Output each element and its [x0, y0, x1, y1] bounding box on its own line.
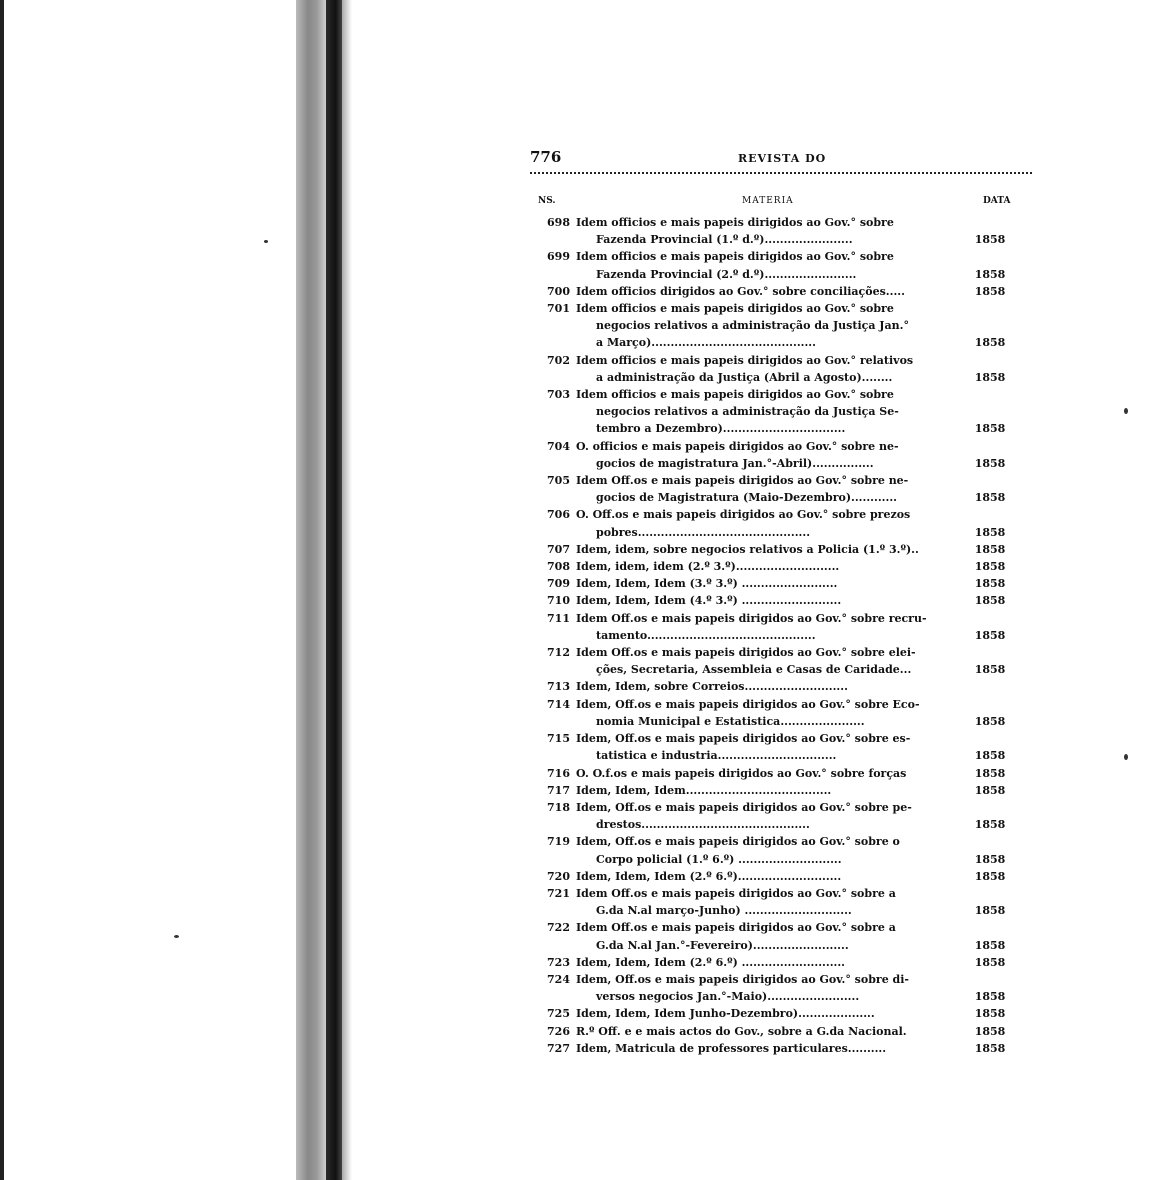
- scan-speck: [1124, 408, 1128, 414]
- table-row: [530, 592, 1035, 609]
- entry-date: 1858: [974, 336, 1006, 350]
- entry-line: Idem officios e mais papeis dirigidos ao Gov.° sobre: [576, 250, 894, 264]
- column-header-date: DATA: [983, 196, 1011, 206]
- entry-materia: [576, 644, 932, 678]
- entry-date: 1858: [974, 267, 1006, 281]
- entry-number: 720: [547, 869, 570, 883]
- entry-materia: [576, 386, 932, 438]
- table-row: [530, 541, 1035, 558]
- entry-number: 709: [547, 577, 570, 591]
- entry-materia: [576, 1040, 932, 1057]
- entry-line: versos negocios Jan.°-Maio)........................: [596, 990, 860, 1004]
- table-row: [530, 300, 1035, 352]
- entry-materia: [576, 868, 932, 885]
- entry-date: 1858: [974, 594, 1006, 608]
- table-row: [530, 1005, 1035, 1022]
- table-row: [530, 782, 1035, 799]
- entry-line: O. O.f.os e mais papeis dirigidos ao Gov.° sobre forças: [576, 766, 907, 780]
- entry-date: 1858: [974, 766, 1006, 780]
- entry-line: Idem, Off.os e mais papeis dirigidos ao Gov.° sobre di-: [576, 972, 909, 986]
- entry-date: 1858: [974, 422, 1006, 436]
- table-row: [530, 919, 1035, 953]
- entry-line: Idem, Idem, Idem......................................: [576, 783, 832, 797]
- entry-number: 715: [547, 732, 570, 746]
- entry-materia: [576, 782, 932, 799]
- entry-number: 714: [547, 697, 570, 711]
- entry-date: 1858: [974, 990, 1006, 1004]
- entry-materia: [576, 592, 932, 609]
- entry-line: O. Off.os e mais papeis dirigidos ao Gov.° sobre prezos: [576, 508, 911, 522]
- column-header-materia: MATERIA: [742, 196, 794, 206]
- entry-line: R.º Off. e e mais actos do Gov., sobre a G.da Nacional.: [576, 1024, 907, 1038]
- table-row: [530, 472, 1035, 506]
- entry-line: Fazenda Provincial (2.º d.º)........................: [596, 267, 857, 281]
- entry-date: 1858: [974, 560, 1006, 574]
- book-gutter-shadow: [296, 0, 326, 1180]
- gutter-fade: [342, 0, 352, 1180]
- entry-number: 705: [547, 474, 570, 488]
- entry-line: Idem, Idem, Idem (2.º 6.º)...........................: [576, 869, 842, 883]
- entry-date: 1858: [974, 370, 1006, 384]
- entry-materia: [576, 558, 932, 575]
- entry-materia: [576, 283, 932, 300]
- entry-line: Idem, idem, sobre negocios relativos a Policia (1.º 3.º)..: [576, 542, 919, 556]
- entry-line: Idem, Idem, Idem Junho-Dezembro)....................: [576, 1007, 875, 1021]
- entry-materia: [576, 971, 932, 1005]
- entry-date: 1858: [974, 783, 1006, 797]
- entry-line: Idem officios dirigidos ao Gov.° sobre conciliações.....: [576, 284, 905, 298]
- entry-date: 1858: [974, 869, 1006, 883]
- entry-date: 1858: [974, 663, 1006, 677]
- entry-date: 1858: [974, 938, 1006, 952]
- entry-date: 1858: [974, 1041, 1006, 1055]
- entry-date: 1858: [974, 955, 1006, 969]
- table-row: [530, 954, 1035, 971]
- entry-line: Fazenda Provincial (1.º d.º).......................: [596, 233, 853, 247]
- entry-number: 717: [547, 783, 570, 797]
- scan-speck: [174, 935, 179, 938]
- entry-line: Idem officios e mais papeis dirigidos ao Gov.° sobre: [576, 216, 894, 229]
- entry-date: 1858: [974, 542, 1006, 556]
- entry-number: 724: [547, 972, 570, 986]
- entry-materia: [576, 799, 932, 833]
- entry-date: 1858: [974, 852, 1006, 866]
- table-row: [530, 438, 1035, 472]
- entry-line: pobres.............................................: [596, 525, 811, 539]
- table-row: [530, 730, 1035, 764]
- entry-line: Idem, Off.os e mais papeis dirigidos ao Gov.° sobre es-: [576, 732, 911, 746]
- entry-number: 716: [547, 766, 570, 780]
- table-row: [530, 610, 1035, 644]
- table-row: [530, 386, 1035, 438]
- entry-materia: [576, 833, 932, 867]
- entry-number: 707: [547, 542, 570, 556]
- entry-materia: [576, 300, 932, 352]
- entry-line: a administração da Justiça (Abril a Agosto)........: [596, 370, 893, 384]
- entry-line: Idem, idem, idem (2.º 3.º)...........................: [576, 560, 840, 574]
- entry-line: Idem, Idem, sobre Correios...........................: [576, 680, 848, 694]
- entry-line: tamento............................................: [596, 628, 816, 642]
- entry-number: 711: [547, 611, 570, 625]
- entry-date: 1858: [974, 1024, 1006, 1038]
- entry-number: 712: [547, 646, 570, 660]
- table-row: [530, 214, 1035, 248]
- entry-number: 727: [547, 1041, 570, 1055]
- table-row: [530, 696, 1035, 730]
- entry-materia: [576, 678, 932, 695]
- running-title: REVISTA DO: [738, 152, 827, 165]
- entry-number: 699: [547, 250, 570, 264]
- entry-date: 1858: [974, 714, 1006, 728]
- entry-materia: [576, 506, 932, 540]
- entry-date: 1858: [974, 233, 1006, 247]
- table-row: [530, 833, 1035, 867]
- entry-number: 703: [547, 388, 570, 402]
- entry-line: Idem, Idem, Idem (4.º 3.º) ..........................: [576, 594, 842, 608]
- table-row: [530, 248, 1035, 282]
- entry-number: 700: [547, 284, 570, 298]
- entry-line: nomia Municipal e Estatistica......................: [596, 714, 865, 728]
- page-number: 776: [530, 148, 562, 166]
- column-header-number: NS.: [538, 196, 556, 206]
- entry-number: 721: [547, 886, 570, 900]
- entry-line: negocios relativos a administração da Justiça Se-: [596, 405, 899, 419]
- entry-number: 710: [547, 594, 570, 608]
- entry-line: negocios relativos a administração da Justiça Jan.°: [596, 319, 909, 333]
- entry-line: Idem Off.os e mais papeis dirigidos ao Gov.° sobre ne-: [576, 474, 909, 488]
- entry-number: 704: [547, 439, 570, 453]
- entry-number: 726: [547, 1024, 570, 1038]
- entry-line: Idem, Off.os e mais papeis dirigidos ao Gov.° sobre pe-: [576, 800, 912, 814]
- entry-number: 706: [547, 508, 570, 522]
- entry-date: 1858: [974, 577, 1006, 591]
- entry-date: 1858: [974, 1007, 1006, 1021]
- table-row: [530, 799, 1035, 833]
- entry-line: G.da N.al Jan.°-Fevereiro).........................: [596, 938, 849, 952]
- column-headers: [530, 174, 1035, 204]
- entry-materia: [576, 954, 932, 971]
- entry-line: gocios de Magistratura (Maio-Dezembro)............: [596, 491, 897, 505]
- entry-number: 708: [547, 560, 570, 574]
- entry-line: tatistica e industria...............................: [596, 749, 837, 763]
- entry-line: Idem, Idem, Idem (2.º 6.º) ...........................: [576, 955, 846, 969]
- entry-number: 719: [547, 835, 570, 849]
- entry-materia: [576, 472, 932, 506]
- table-row: [530, 868, 1035, 885]
- entry-materia: [576, 610, 932, 644]
- entry-date: 1858: [974, 456, 1006, 470]
- entry-number: 725: [547, 1007, 570, 1021]
- entry-line: Idem, Matricula de professores particulares..........: [576, 1041, 887, 1055]
- entry-line: Idem Off.os e mais papeis dirigidos ao Gov.° sobre recru-: [576, 611, 927, 625]
- entry-materia: [576, 696, 932, 730]
- table-row: [530, 575, 1035, 592]
- entry-line: ções, Secretaria, Assembleia e Casas de Caridade...: [596, 663, 912, 677]
- entry-materia: [576, 730, 932, 764]
- entry-line: tembro a Dezembro)................................: [596, 422, 846, 436]
- table-row: [530, 283, 1035, 300]
- entry-line: O. officios e mais papeis dirigidos ao Gov.° sobre ne-: [576, 439, 899, 453]
- entry-number: 702: [547, 353, 570, 367]
- page-header: [530, 148, 1035, 174]
- entry-materia: [576, 248, 932, 282]
- entry-materia: [576, 1005, 932, 1022]
- scan-edge: [0, 0, 4, 1180]
- table-row: [530, 558, 1035, 575]
- entry-materia: [576, 352, 932, 386]
- table-row: [530, 1040, 1035, 1057]
- entry-number: 701: [547, 302, 570, 316]
- entry-line: Corpo policial (1.º 6.º) ...........................: [596, 852, 842, 866]
- entry-number: 722: [547, 921, 570, 935]
- document-page: [530, 148, 1035, 1057]
- entry-materia: [576, 214, 932, 248]
- entry-materia: [576, 1023, 932, 1040]
- entry-line: Idem, Idem, Idem (3.º 3.º) .........................: [576, 577, 838, 591]
- entry-materia: [576, 885, 932, 919]
- scan-speck: [1124, 754, 1128, 760]
- entry-line: Idem Off.os e mais papeis dirigidos ao Gov.° sobre elei-: [576, 646, 916, 660]
- entry-line: Idem officios e mais papeis dirigidos ao Gov.° sobre: [576, 388, 894, 402]
- table-row: [530, 885, 1035, 919]
- entry-materia: [576, 765, 932, 782]
- entry-line: Idem officios e mais papeis dirigidos ao Gov.° relativos: [576, 353, 914, 367]
- book-spine: [326, 0, 342, 1180]
- entry-line: Idem Off.os e mais papeis dirigidos ao Gov.° sobre a: [576, 921, 896, 935]
- entry-line: Idem, Off.os e mais papeis dirigidos ao Gov.° sobre o: [576, 835, 900, 849]
- entry-line: G.da N.al março-Junho) ............................: [596, 904, 852, 918]
- entry-materia: [576, 438, 932, 472]
- entry-line: Idem Off.os e mais papeis dirigidos ao Gov.° sobre a: [576, 886, 896, 900]
- table-row: [530, 352, 1035, 386]
- entry-line: drestos............................................: [596, 818, 810, 832]
- entry-date: 1858: [974, 284, 1006, 298]
- entry-date: 1858: [974, 904, 1006, 918]
- entry-number: 723: [547, 955, 570, 969]
- entry-date: 1858: [974, 749, 1006, 763]
- table-row: [530, 765, 1035, 782]
- entry-number: 698: [547, 216, 570, 229]
- entry-date: 1858: [974, 818, 1006, 832]
- entry-line: gocios de magistratura Jan.°-Abril)................: [596, 456, 874, 470]
- table-row: [530, 1023, 1035, 1040]
- entry-materia: [576, 575, 932, 592]
- entry-line: Idem officios e mais papeis dirigidos ao Gov.° sobre: [576, 302, 894, 316]
- entry-materia: [576, 919, 932, 953]
- entry-materia: [576, 541, 932, 558]
- table-row: [530, 971, 1035, 1005]
- entry-date: 1858: [974, 525, 1006, 539]
- entry-date: 1858: [974, 491, 1006, 505]
- scan-speck: [264, 240, 268, 243]
- entry-date: 1858: [974, 628, 1006, 642]
- entries-table: [530, 214, 1035, 1057]
- table-row: [530, 644, 1035, 678]
- entry-line: a Março)...........................................: [596, 336, 816, 350]
- entry-line: Idem, Off.os e mais papeis dirigidos ao Gov.° sobre Eco-: [576, 697, 920, 711]
- table-row: [530, 506, 1035, 540]
- entry-number: 718: [547, 800, 570, 814]
- table-row: [530, 678, 1035, 695]
- entry-number: 713: [547, 680, 570, 694]
